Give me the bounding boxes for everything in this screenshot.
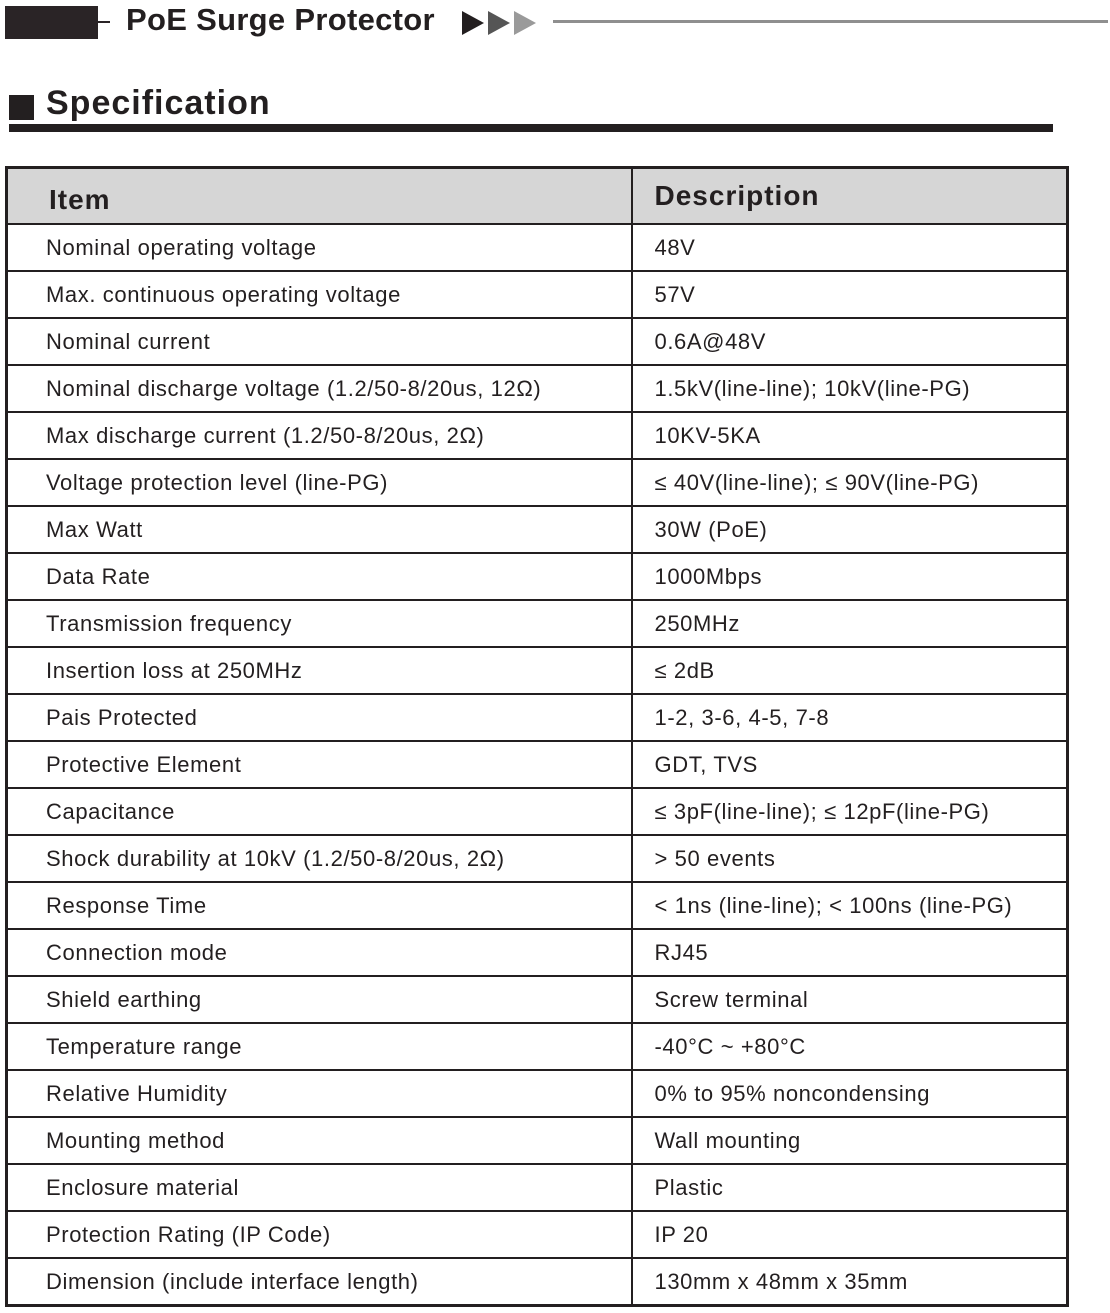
spec-item: Shield earthing — [7, 976, 632, 1023]
spec-item: Relative Humidity — [7, 1070, 632, 1117]
table-row — [7, 694, 1068, 741]
triple-play-arrow-icon — [462, 9, 538, 37]
spec-item: Protective Element — [7, 741, 632, 788]
spec-description: RJ45 — [632, 929, 1068, 976]
table-row — [7, 1070, 1068, 1117]
spec-description: 10KV-5KA — [632, 412, 1068, 459]
table-row — [7, 600, 1068, 647]
spec-description: 30W (PoE) — [632, 506, 1068, 553]
spec-description: 0.6A@48V — [632, 318, 1068, 365]
header-divider — [553, 20, 1108, 23]
spec-item: Max discharge current (1.2/50-8/20us, 2Ω) — [7, 412, 632, 459]
table-row — [7, 976, 1068, 1023]
spec-description: ≤ 3pF(line-line); ≤ 12pF(line-PG) — [632, 788, 1068, 835]
spec-description: < 1ns (line-line); < 100ns (line-PG) — [632, 882, 1068, 929]
table-row — [7, 929, 1068, 976]
table-row — [7, 365, 1068, 412]
spec-item: Transmission frequency — [7, 600, 632, 647]
section-title: Specification — [46, 84, 271, 122]
spec-description: 1000Mbps — [632, 553, 1068, 600]
table-row — [7, 1258, 1068, 1306]
table-row — [7, 1117, 1068, 1164]
spec-item: Voltage protection level (line-PG) — [7, 459, 632, 506]
header-bar-block — [5, 6, 98, 39]
table-row — [7, 647, 1068, 694]
table-row — [7, 271, 1068, 318]
page-title: PoE Surge Protector — [126, 2, 435, 37]
spec-item: Pais Protected — [7, 694, 632, 741]
spec-description: Plastic — [632, 1164, 1068, 1211]
spec-description: > 50 events — [632, 835, 1068, 882]
spec-item: Nominal discharge voltage (1.2/50-8/20us, 12Ω) — [7, 365, 632, 412]
spec-description: 1.5kV(line-line); 10kV(line-PG) — [632, 365, 1068, 412]
spec-item: Nominal current — [7, 318, 632, 365]
header-bar-tick — [98, 21, 110, 23]
spec-description: IP 20 — [632, 1211, 1068, 1258]
spec-item: Max. continuous operating voltage — [7, 271, 632, 318]
table-row — [7, 741, 1068, 788]
spec-item: Enclosure material — [7, 1164, 632, 1211]
spec-item: Protection Rating (IP Code) — [7, 1211, 632, 1258]
section-rule — [9, 124, 1053, 132]
table-row — [7, 224, 1068, 271]
table-row — [7, 835, 1068, 882]
spec-description: ≤ 2dB — [632, 647, 1068, 694]
table-row — [7, 506, 1068, 553]
column-header-description: Description — [632, 168, 1068, 225]
spec-description: GDT, TVS — [632, 741, 1068, 788]
table-row — [7, 459, 1068, 506]
section-square-icon — [9, 95, 34, 120]
spec-item: Dimension (include interface length) — [7, 1258, 632, 1306]
table-row — [7, 553, 1068, 600]
spec-item: Shock durability at 10kV (1.2/50-8/20us, 2Ω) — [7, 835, 632, 882]
spec-description: 1-2, 3-6, 4-5, 7-8 — [632, 694, 1068, 741]
spec-item: Mounting method — [7, 1117, 632, 1164]
spec-item: Insertion loss at 250MHz — [7, 647, 632, 694]
spec-description: ≤ 40V(line-line); ≤ 90V(line-PG) — [632, 459, 1068, 506]
spec-description: 48V — [632, 224, 1068, 271]
specification-table — [5, 166, 1069, 1307]
table-row — [7, 412, 1068, 459]
table-row — [7, 788, 1068, 835]
table-header-row — [7, 168, 1068, 225]
spec-item: Response Time — [7, 882, 632, 929]
spec-item: Connection mode — [7, 929, 632, 976]
spec-description: 130mm x 48mm x 35mm — [632, 1258, 1068, 1306]
spec-item: Nominal operating voltage — [7, 224, 632, 271]
table-row — [7, 1164, 1068, 1211]
spec-description: Screw terminal — [632, 976, 1068, 1023]
table-row — [7, 1023, 1068, 1070]
spec-description: Wall mounting — [632, 1117, 1068, 1164]
column-header-item: Item — [7, 168, 632, 225]
table-row — [7, 1211, 1068, 1258]
spec-item: Data Rate — [7, 553, 632, 600]
table-row — [7, 318, 1068, 365]
spec-item: Capacitance — [7, 788, 632, 835]
spec-description: 0% to 95% noncondensing — [632, 1070, 1068, 1117]
spec-description: 250MHz — [632, 600, 1068, 647]
spec-item: Temperature range — [7, 1023, 632, 1070]
spec-item: Max Watt — [7, 506, 632, 553]
table-row — [7, 882, 1068, 929]
spec-description: -40°C ~ +80°C — [632, 1023, 1068, 1070]
spec-description: 57V — [632, 271, 1068, 318]
